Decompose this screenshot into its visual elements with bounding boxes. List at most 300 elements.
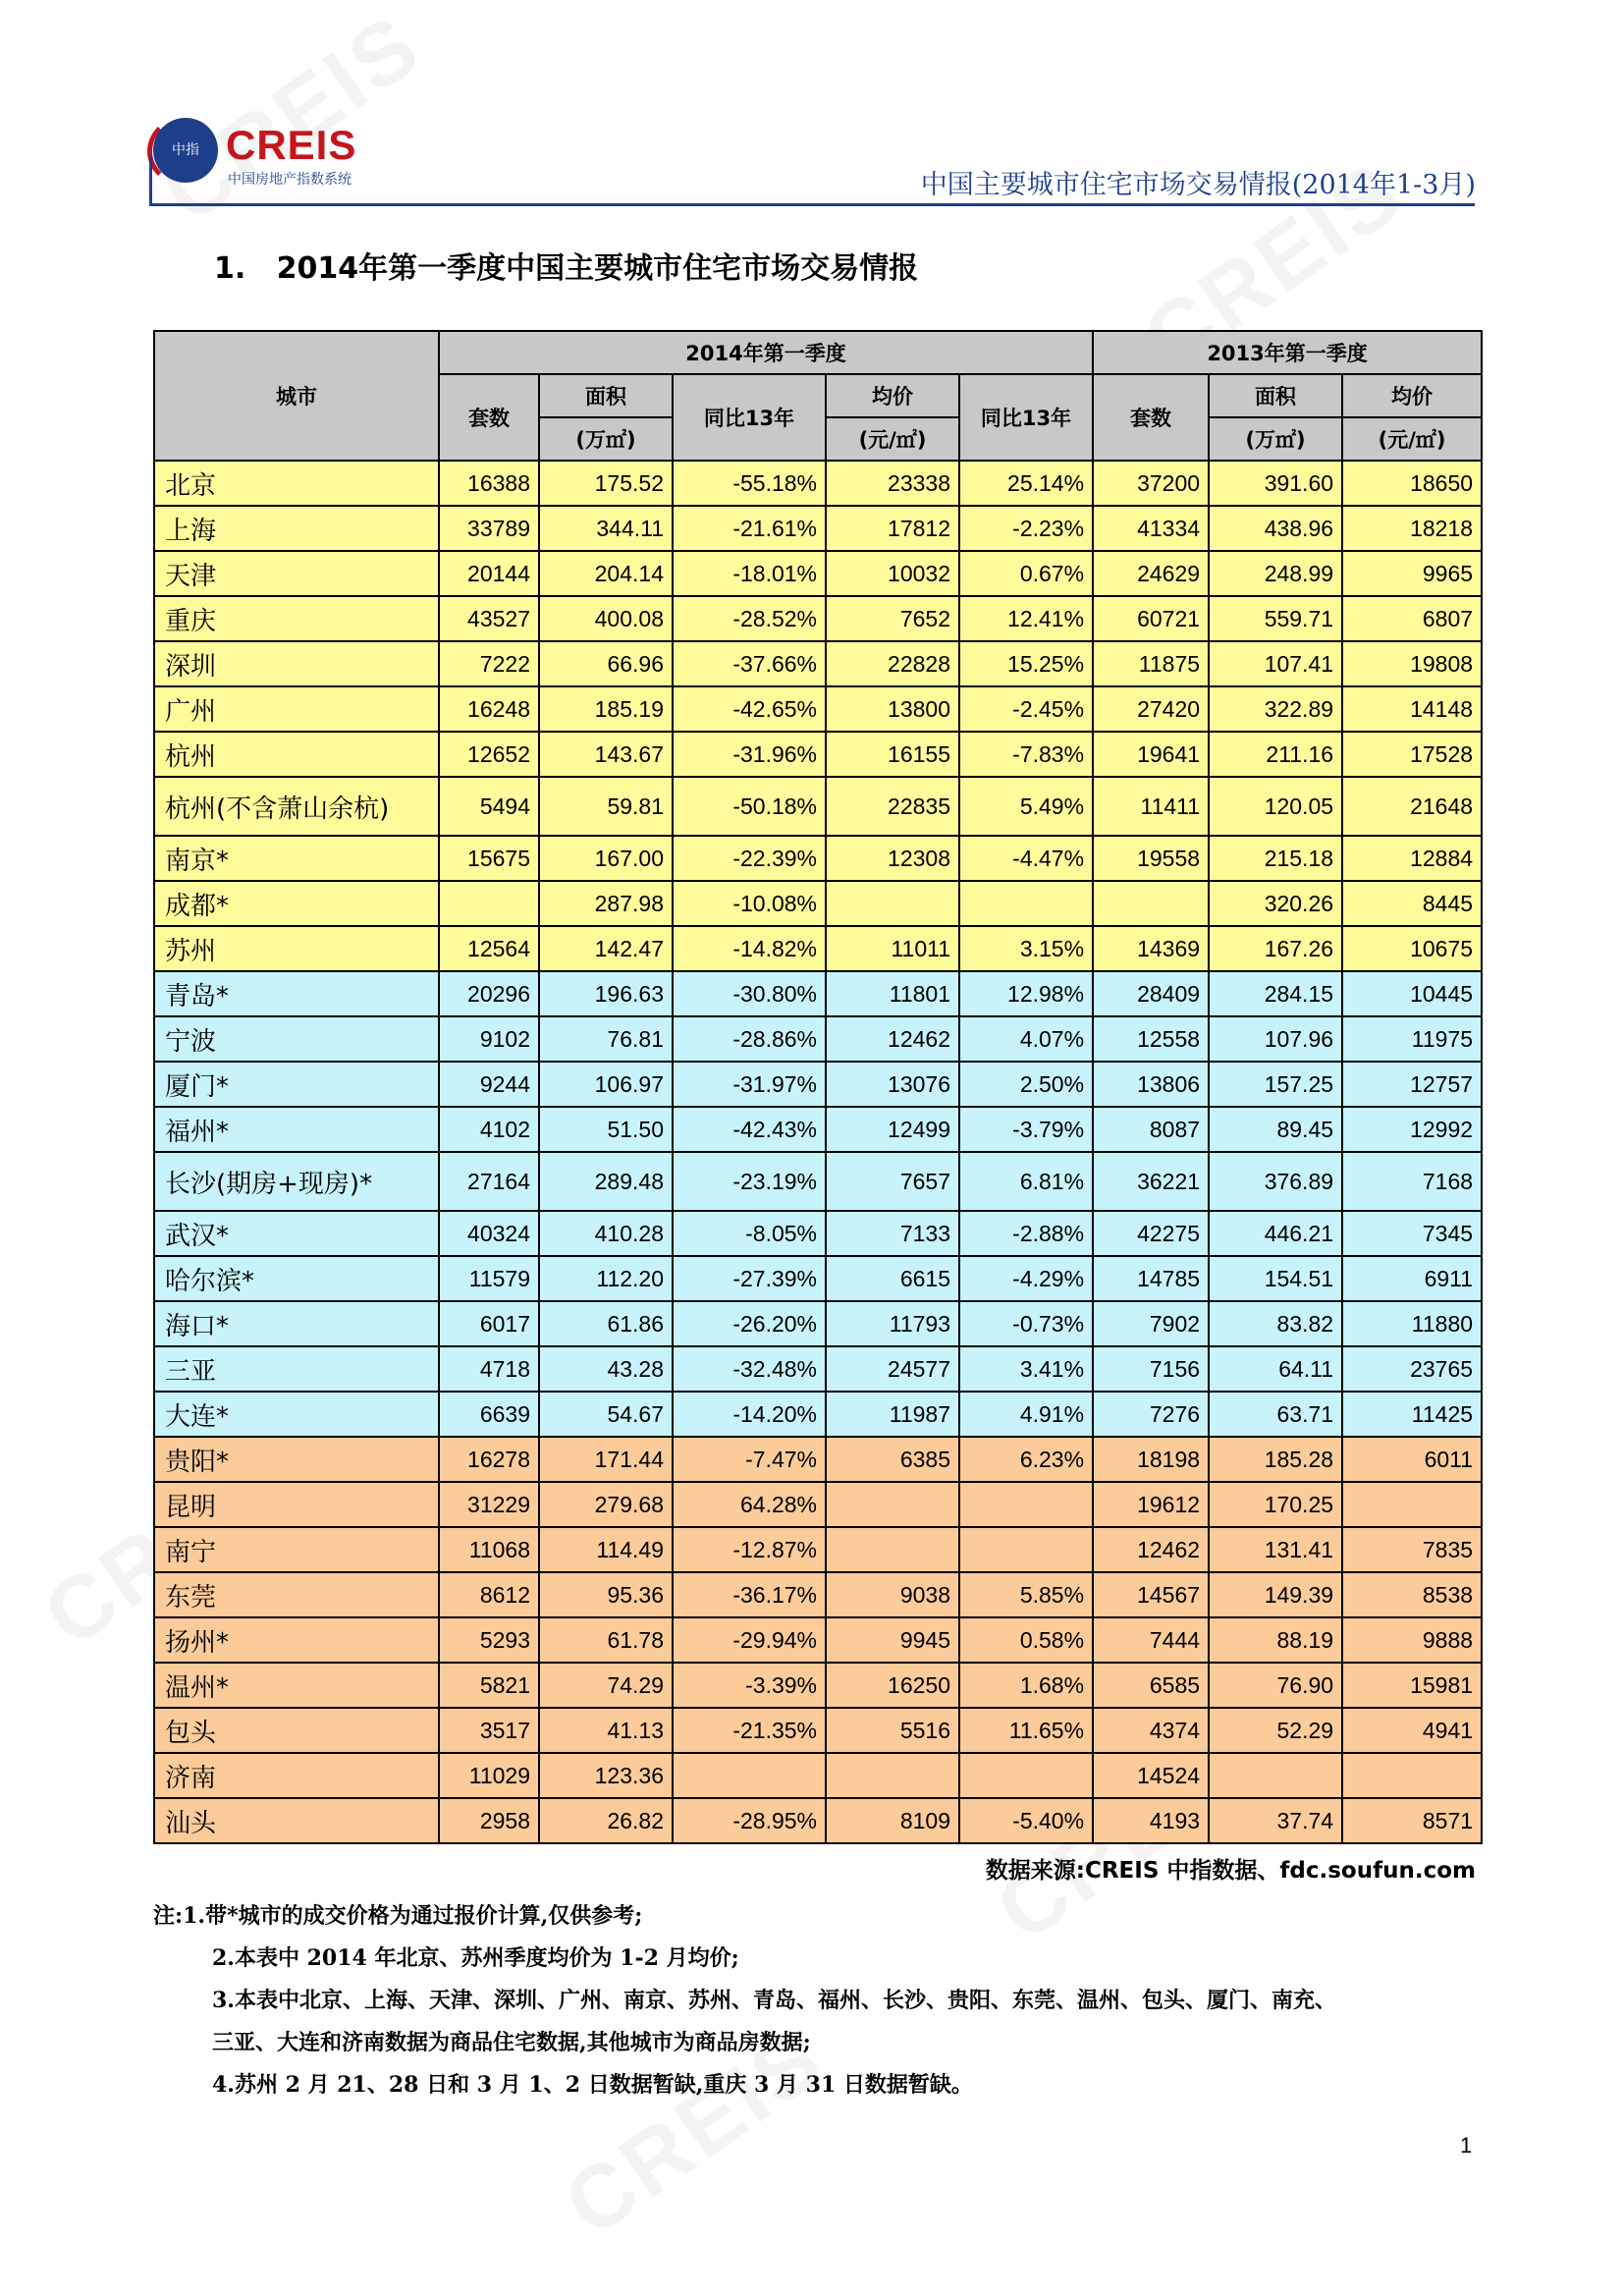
area-yoy-cell: [673, 1753, 826, 1798]
units-2013-cell: 12558: [1093, 1016, 1209, 1062]
area-2013-cell: 83.82: [1209, 1301, 1342, 1346]
area-2013-cell: 107.96: [1209, 1016, 1342, 1062]
city-cell: 济南: [154, 1753, 439, 1798]
price-2013-cell: 23765: [1342, 1346, 1482, 1392]
area-2014-cell: 344.11: [539, 506, 673, 551]
units-2013-cell: 42275: [1093, 1211, 1209, 1256]
area-2013-cell: 154.51: [1209, 1256, 1342, 1301]
price-yoy-cell: 12.98%: [959, 971, 1093, 1016]
table-row: [154, 686, 1482, 732]
table-row: [154, 1572, 1482, 1617]
price-yoy-cell: -5.40%: [959, 1798, 1093, 1843]
city-cell: 深圳: [154, 641, 439, 686]
area-2013-cell: 391.60: [1209, 461, 1342, 506]
area-yoy-cell: -26.20%: [673, 1301, 826, 1346]
area-yoy-cell: -27.39%: [673, 1256, 826, 1301]
area-2014-cell: 41.13: [539, 1708, 673, 1753]
area-2014-cell: 143.67: [539, 732, 673, 777]
price-yoy-cell: 0.67%: [959, 551, 1093, 596]
price-2014-cell: 11793: [826, 1301, 959, 1346]
price-2013-cell: 12757: [1342, 1062, 1482, 1107]
area-2013-cell: 446.21: [1209, 1211, 1342, 1256]
area-yoy-cell: -8.05%: [673, 1211, 826, 1256]
units-2013-cell: 7276: [1093, 1392, 1209, 1437]
area-2014-cell: 59.81: [539, 777, 673, 836]
area-yoy-cell: -14.20%: [673, 1392, 826, 1437]
area-yoy-cell: -22.39%: [673, 836, 826, 881]
price-yoy-cell: 5.85%: [959, 1572, 1093, 1617]
price-2014-cell: 9038: [826, 1572, 959, 1617]
price-yoy-cell: -4.47%: [959, 836, 1093, 881]
units-2014-cell: 11068: [439, 1527, 539, 1572]
area-2014-cell: 112.20: [539, 1256, 673, 1301]
area-2014-cell: 114.49: [539, 1527, 673, 1572]
header-city: 城市: [154, 331, 439, 461]
price-yoy-cell: [959, 1527, 1093, 1572]
city-cell: 南宁: [154, 1527, 439, 1572]
units-2013-cell: 19612: [1093, 1482, 1209, 1527]
price-yoy-cell: -4.29%: [959, 1256, 1093, 1301]
units-2014-cell: 11029: [439, 1753, 539, 1798]
area-yoy-cell: -55.18%: [673, 461, 826, 506]
table-body: [154, 461, 1482, 1843]
area-2014-cell: 171.44: [539, 1437, 673, 1482]
area-2013-cell: 284.15: [1209, 971, 1342, 1016]
area-yoy-cell: -3.39%: [673, 1663, 826, 1708]
price-2013-cell: 8445: [1342, 881, 1482, 926]
city-cell: 三亚: [154, 1346, 439, 1392]
units-2014-cell: 43527: [439, 596, 539, 641]
city-cell: 海口*: [154, 1301, 439, 1346]
area-2013-cell: 88.19: [1209, 1617, 1342, 1663]
units-2013-cell: 7156: [1093, 1346, 1209, 1392]
area-yoy-cell: -28.86%: [673, 1016, 826, 1062]
city-cell: 天津: [154, 551, 439, 596]
price-2013-cell: 21648: [1342, 777, 1482, 836]
area-2014-cell: 106.97: [539, 1062, 673, 1107]
price-2014-cell: 6615: [826, 1256, 959, 1301]
area-2013-cell: 52.29: [1209, 1708, 1342, 1753]
units-2014-cell: 16248: [439, 686, 539, 732]
price-2013-cell: 18218: [1342, 506, 1482, 551]
price-yoy-cell: 3.41%: [959, 1346, 1093, 1392]
units-2013-cell: 4374: [1093, 1708, 1209, 1753]
price-2013-cell: 4941: [1342, 1708, 1482, 1753]
units-2013-cell: 11875: [1093, 641, 1209, 686]
price-2013-cell: 7168: [1342, 1152, 1482, 1211]
price-yoy-cell: 6.23%: [959, 1437, 1093, 1482]
area-2013-cell: 438.96: [1209, 506, 1342, 551]
area-2013-cell: 211.16: [1209, 732, 1342, 777]
units-2014-cell: 2958: [439, 1798, 539, 1843]
area-2014-cell: 61.86: [539, 1301, 673, 1346]
price-2014-cell: [826, 881, 959, 926]
area-2014-cell: 66.96: [539, 641, 673, 686]
price-yoy-cell: 6.81%: [959, 1152, 1093, 1211]
price-2014-cell: [826, 1527, 959, 1572]
header-units-2013: 套数: [1093, 374, 1209, 461]
data-source: 数据来源:CREIS 中指数据、fdc.soufun.com: [985, 1858, 1476, 1884]
units-2014-cell: [439, 881, 539, 926]
price-yoy-cell: -2.23%: [959, 506, 1093, 551]
price-yoy-cell: [959, 881, 1093, 926]
price-yoy-cell: [959, 1753, 1093, 1798]
units-2013-cell: [1093, 881, 1209, 926]
table-row: [154, 1062, 1482, 1107]
units-2014-cell: 9244: [439, 1062, 539, 1107]
units-2013-cell: 6585: [1093, 1663, 1209, 1708]
area-yoy-cell: -42.65%: [673, 686, 826, 732]
price-yoy-cell: 4.91%: [959, 1392, 1093, 1437]
area-2014-cell: 279.68: [539, 1482, 673, 1527]
price-2014-cell: 22828: [826, 641, 959, 686]
area-2014-cell: 76.81: [539, 1016, 673, 1062]
units-2014-cell: 5293: [439, 1617, 539, 1663]
notes: [153, 1895, 1488, 2106]
area-yoy-cell: -31.97%: [673, 1062, 826, 1107]
units-2013-cell: 14524: [1093, 1753, 1209, 1798]
price-yoy-cell: 5.49%: [959, 777, 1093, 836]
area-2013-cell: 149.39: [1209, 1572, 1342, 1617]
price-2014-cell: 11987: [826, 1392, 959, 1437]
city-cell: 青岛*: [154, 971, 439, 1016]
note-item: 三亚、大连和济南数据为商品住宅数据,其他城市为商品房数据;: [212, 2030, 811, 2055]
price-yoy-cell: -2.88%: [959, 1211, 1093, 1256]
price-2013-cell: 11975: [1342, 1016, 1482, 1062]
area-yoy-cell: -21.35%: [673, 1708, 826, 1753]
price-2013-cell: 9888: [1342, 1617, 1482, 1663]
units-2014-cell: 20144: [439, 551, 539, 596]
units-2013-cell: 14785: [1093, 1256, 1209, 1301]
area-2013-cell: 37.74: [1209, 1798, 1342, 1843]
units-2014-cell: 4718: [439, 1346, 539, 1392]
units-2014-cell: 3517: [439, 1708, 539, 1753]
price-yoy-cell: [959, 1482, 1093, 1527]
price-2014-cell: 9945: [826, 1617, 959, 1663]
area-yoy-cell: -31.96%: [673, 732, 826, 777]
table-row: [154, 596, 1482, 641]
price-2013-cell: 7835: [1342, 1527, 1482, 1572]
area-yoy-cell: -30.80%: [673, 971, 826, 1016]
table-row: [154, 1152, 1482, 1211]
units-2014-cell: 4102: [439, 1107, 539, 1152]
area-2014-cell: 175.52: [539, 461, 673, 506]
area-2014-cell: 51.50: [539, 1107, 673, 1152]
price-2013-cell: 10675: [1342, 926, 1482, 971]
area-yoy-cell: 64.28%: [673, 1482, 826, 1527]
area-2013-cell: 170.25: [1209, 1482, 1342, 1527]
price-2013-cell: 10445: [1342, 971, 1482, 1016]
price-2014-cell: 17812: [826, 506, 959, 551]
price-2013-cell: 8538: [1342, 1572, 1482, 1617]
table-row: [154, 1753, 1482, 1798]
note-item: 4.苏州 2 月 21、28 日和 3 月 1、2 日数据暂缺,重庆 3 月 31 日数据暂缺。: [212, 2072, 973, 2098]
price-2013-cell: 11425: [1342, 1392, 1482, 1437]
city-cell: 南京*: [154, 836, 439, 881]
header-area-2014: 面积: [539, 374, 673, 417]
units-2014-cell: 15675: [439, 836, 539, 881]
area-2013-cell: 131.41: [1209, 1527, 1342, 1572]
units-2014-cell: 8612: [439, 1572, 539, 1617]
area-2014-cell: 26.82: [539, 1798, 673, 1843]
table-row: [154, 836, 1482, 881]
price-yoy-cell: 1.68%: [959, 1663, 1093, 1708]
price-2013-cell: 6807: [1342, 596, 1482, 641]
price-2014-cell: 24577: [826, 1346, 959, 1392]
area-yoy-cell: -42.43%: [673, 1107, 826, 1152]
units-2014-cell: 27164: [439, 1152, 539, 1211]
price-yoy-cell: 15.25%: [959, 641, 1093, 686]
area-yoy-cell: -37.66%: [673, 641, 826, 686]
table-row: [154, 777, 1482, 836]
area-2013-cell: 320.26: [1209, 881, 1342, 926]
price-2013-cell: 17528: [1342, 732, 1482, 777]
units-2014-cell: 12564: [439, 926, 539, 971]
price-2014-cell: 22835: [826, 777, 959, 836]
logo-subtitle: 中国房地产指数系统: [228, 172, 352, 188]
units-2013-cell: 36221: [1093, 1152, 1209, 1211]
city-cell: 包头: [154, 1708, 439, 1753]
price-2014-cell: 13076: [826, 1062, 959, 1107]
table-row: [154, 1527, 1482, 1572]
area-yoy-cell: -12.87%: [673, 1527, 826, 1572]
price-2013-cell: 12992: [1342, 1107, 1482, 1152]
area-yoy-cell: -10.08%: [673, 881, 826, 926]
table-row: [154, 1256, 1482, 1301]
price-yoy-cell: 11.65%: [959, 1708, 1093, 1753]
header-price-unit-2013: (元/㎡): [1342, 417, 1482, 461]
price-2013-cell: 8571: [1342, 1798, 1482, 1843]
price-2014-cell: 13800: [826, 686, 959, 732]
price-2013-cell: 7345: [1342, 1211, 1482, 1256]
units-2013-cell: 7444: [1093, 1617, 1209, 1663]
table-row: [154, 1798, 1482, 1843]
area-2014-cell: 167.00: [539, 836, 673, 881]
price-2013-cell: 9965: [1342, 551, 1482, 596]
area-2014-cell: 95.36: [539, 1572, 673, 1617]
section-title: [214, 244, 918, 287]
table-row: [154, 1301, 1482, 1346]
units-2014-cell: 6017: [439, 1301, 539, 1346]
logo-wordmark: CREIS: [226, 122, 357, 168]
city-cell: 重庆: [154, 596, 439, 641]
area-2013-cell: [1209, 1753, 1342, 1798]
area-2013-cell: 376.89: [1209, 1152, 1342, 1211]
units-2013-cell: 18198: [1093, 1437, 1209, 1482]
units-2014-cell: 5494: [439, 777, 539, 836]
area-2014-cell: 185.19: [539, 686, 673, 732]
price-2014-cell: 12308: [826, 836, 959, 881]
header-price-2013: 均价: [1342, 374, 1482, 417]
city-cell: 大连*: [154, 1392, 439, 1437]
city-cell: 昆明: [154, 1482, 439, 1527]
area-2014-cell: 410.28: [539, 1211, 673, 1256]
header-price-2014: 均价: [826, 374, 959, 417]
area-2014-cell: 287.98: [539, 881, 673, 926]
units-2014-cell: 12652: [439, 732, 539, 777]
table-row: [154, 1482, 1482, 1527]
area-yoy-cell: -36.17%: [673, 1572, 826, 1617]
units-2014-cell: 6639: [439, 1392, 539, 1437]
table-row: [154, 1663, 1482, 1708]
city-cell: 贵阳*: [154, 1437, 439, 1482]
units-2014-cell: 5821: [439, 1663, 539, 1708]
units-2014-cell: 33789: [439, 506, 539, 551]
units-2013-cell: 8087: [1093, 1107, 1209, 1152]
price-2014-cell: 12499: [826, 1107, 959, 1152]
area-2014-cell: 54.67: [539, 1392, 673, 1437]
price-2014-cell: 10032: [826, 551, 959, 596]
city-cell: 杭州: [154, 732, 439, 777]
area-2013-cell: 64.11: [1209, 1346, 1342, 1392]
table-row: [154, 881, 1482, 926]
area-2013-cell: 322.89: [1209, 686, 1342, 732]
area-2014-cell: 61.78: [539, 1617, 673, 1663]
price-2014-cell: 7657: [826, 1152, 959, 1211]
units-2013-cell: 14567: [1093, 1572, 1209, 1617]
note-item: 2.本表中 2014 年北京、苏州季度均价为 1-2 月均价;: [212, 1945, 739, 1971]
table-row: [154, 1211, 1482, 1256]
header-group-2014: 2014年第一季度: [439, 331, 1093, 374]
area-2013-cell: 120.05: [1209, 777, 1342, 836]
area-yoy-cell: -14.82%: [673, 926, 826, 971]
table-row: [154, 461, 1482, 506]
price-2014-cell: 11011: [826, 926, 959, 971]
units-2013-cell: 41334: [1093, 506, 1209, 551]
city-cell: 厦门*: [154, 1062, 439, 1107]
price-2014-cell: 23338: [826, 461, 959, 506]
header-area-yoy: 同比13年: [673, 374, 826, 461]
table-row: [154, 732, 1482, 777]
table-row: [154, 1107, 1482, 1152]
header-price-unit-2014: (元/㎡): [826, 417, 959, 461]
price-2013-cell: 6011: [1342, 1437, 1482, 1482]
price-2014-cell: 8109: [826, 1798, 959, 1843]
city-cell: 广州: [154, 686, 439, 732]
city-cell: 温州*: [154, 1663, 439, 1708]
table-row: [154, 506, 1482, 551]
area-2013-cell: 185.28: [1209, 1437, 1342, 1482]
area-yoy-cell: -28.52%: [673, 596, 826, 641]
units-2013-cell: 24629: [1093, 551, 1209, 596]
units-2013-cell: 19641: [1093, 732, 1209, 777]
area-yoy-cell: -23.19%: [673, 1152, 826, 1211]
price-2013-cell: 14148: [1342, 686, 1482, 732]
price-2014-cell: 7133: [826, 1211, 959, 1256]
area-yoy-cell: -32.48%: [673, 1346, 826, 1392]
area-2014-cell: 123.36: [539, 1753, 673, 1798]
table-row: [154, 1016, 1482, 1062]
note-item: 3.本表中北京、上海、天津、深圳、广州、南京、苏州、青岛、福州、长沙、贵阳、东莞、温州、包头、厦门、南充、: [212, 1988, 1336, 2013]
price-2014-cell: 11801: [826, 971, 959, 1016]
price-2013-cell: 11880: [1342, 1301, 1482, 1346]
price-yoy-cell: -3.79%: [959, 1107, 1093, 1152]
units-2013-cell: 13806: [1093, 1062, 1209, 1107]
price-yoy-cell: 25.14%: [959, 461, 1093, 506]
units-2013-cell: 7902: [1093, 1301, 1209, 1346]
price-yoy-cell: -2.45%: [959, 686, 1093, 732]
header-units-2014: 套数: [439, 374, 539, 461]
price-yoy-cell: 3.15%: [959, 926, 1093, 971]
area-2014-cell: 204.14: [539, 551, 673, 596]
price-2013-cell: 12884: [1342, 836, 1482, 881]
header-price-yoy: 同比13年: [959, 374, 1093, 461]
area-2013-cell: 167.26: [1209, 926, 1342, 971]
area-2013-cell: 63.71: [1209, 1392, 1342, 1437]
area-2013-cell: 559.71: [1209, 596, 1342, 641]
area-2013-cell: 248.99: [1209, 551, 1342, 596]
area-2013-cell: 89.45: [1209, 1107, 1342, 1152]
area-2014-cell: 74.29: [539, 1663, 673, 1708]
header-group-2013: 2013年第一季度: [1093, 331, 1482, 374]
table-row: [154, 1392, 1482, 1437]
area-2014-cell: 43.28: [539, 1346, 673, 1392]
price-2013-cell: 15981: [1342, 1663, 1482, 1708]
table-row: [154, 551, 1482, 596]
area-2013-cell: 157.25: [1209, 1062, 1342, 1107]
table-row: [154, 641, 1482, 686]
units-2014-cell: 11579: [439, 1256, 539, 1301]
area-2013-cell: 76.90: [1209, 1663, 1342, 1708]
price-2013-cell: 18650: [1342, 461, 1482, 506]
area-2014-cell: 289.48: [539, 1152, 673, 1211]
units-2014-cell: 20296: [439, 971, 539, 1016]
market-data-table: [153, 330, 1483, 1844]
price-2014-cell: 5516: [826, 1708, 959, 1753]
units-2013-cell: 4193: [1093, 1798, 1209, 1843]
units-2013-cell: 27420: [1093, 686, 1209, 732]
price-2013-cell: [1342, 1482, 1482, 1527]
city-cell: 杭州(不含萧山余杭): [154, 777, 439, 836]
units-2014-cell: 31229: [439, 1482, 539, 1527]
units-2013-cell: 37200: [1093, 461, 1209, 506]
table-row: [154, 1708, 1482, 1753]
city-cell: 北京: [154, 461, 439, 506]
units-2013-cell: 19558: [1093, 836, 1209, 881]
units-2013-cell: 60721: [1093, 596, 1209, 641]
units-2013-cell: 11411: [1093, 777, 1209, 836]
price-2013-cell: 6911: [1342, 1256, 1482, 1301]
price-2014-cell: [826, 1482, 959, 1527]
price-yoy-cell: 2.50%: [959, 1062, 1093, 1107]
city-cell: 上海: [154, 506, 439, 551]
area-2013-cell: 215.18: [1209, 836, 1342, 881]
units-2013-cell: 12462: [1093, 1527, 1209, 1572]
units-2013-cell: 14369: [1093, 926, 1209, 971]
price-yoy-cell: 4.07%: [959, 1016, 1093, 1062]
table-row: [154, 1437, 1482, 1482]
city-cell: 武汉*: [154, 1211, 439, 1256]
price-yoy-cell: -7.83%: [959, 732, 1093, 777]
section-number: 1.: [214, 251, 246, 286]
units-2014-cell: 9102: [439, 1016, 539, 1062]
page-number: 1: [1460, 2133, 1473, 2158]
header-rule: [149, 203, 1475, 206]
report-title: 中国主要城市住宅市场交易情报(2014年1-3月): [920, 170, 1476, 200]
price-2014-cell: 7652: [826, 596, 959, 641]
units-2014-cell: 16388: [439, 461, 539, 506]
table-row: [154, 1346, 1482, 1392]
area-yoy-cell: -21.61%: [673, 506, 826, 551]
area-2014-cell: 196.63: [539, 971, 673, 1016]
units-2013-cell: 28409: [1093, 971, 1209, 1016]
city-cell: 东莞: [154, 1572, 439, 1617]
units-2014-cell: 40324: [439, 1211, 539, 1256]
units-2014-cell: 16278: [439, 1437, 539, 1482]
city-cell: 成都*: [154, 881, 439, 926]
header-area-unit-2014: (万㎡): [539, 417, 673, 461]
creis-logo: [147, 116, 393, 194]
